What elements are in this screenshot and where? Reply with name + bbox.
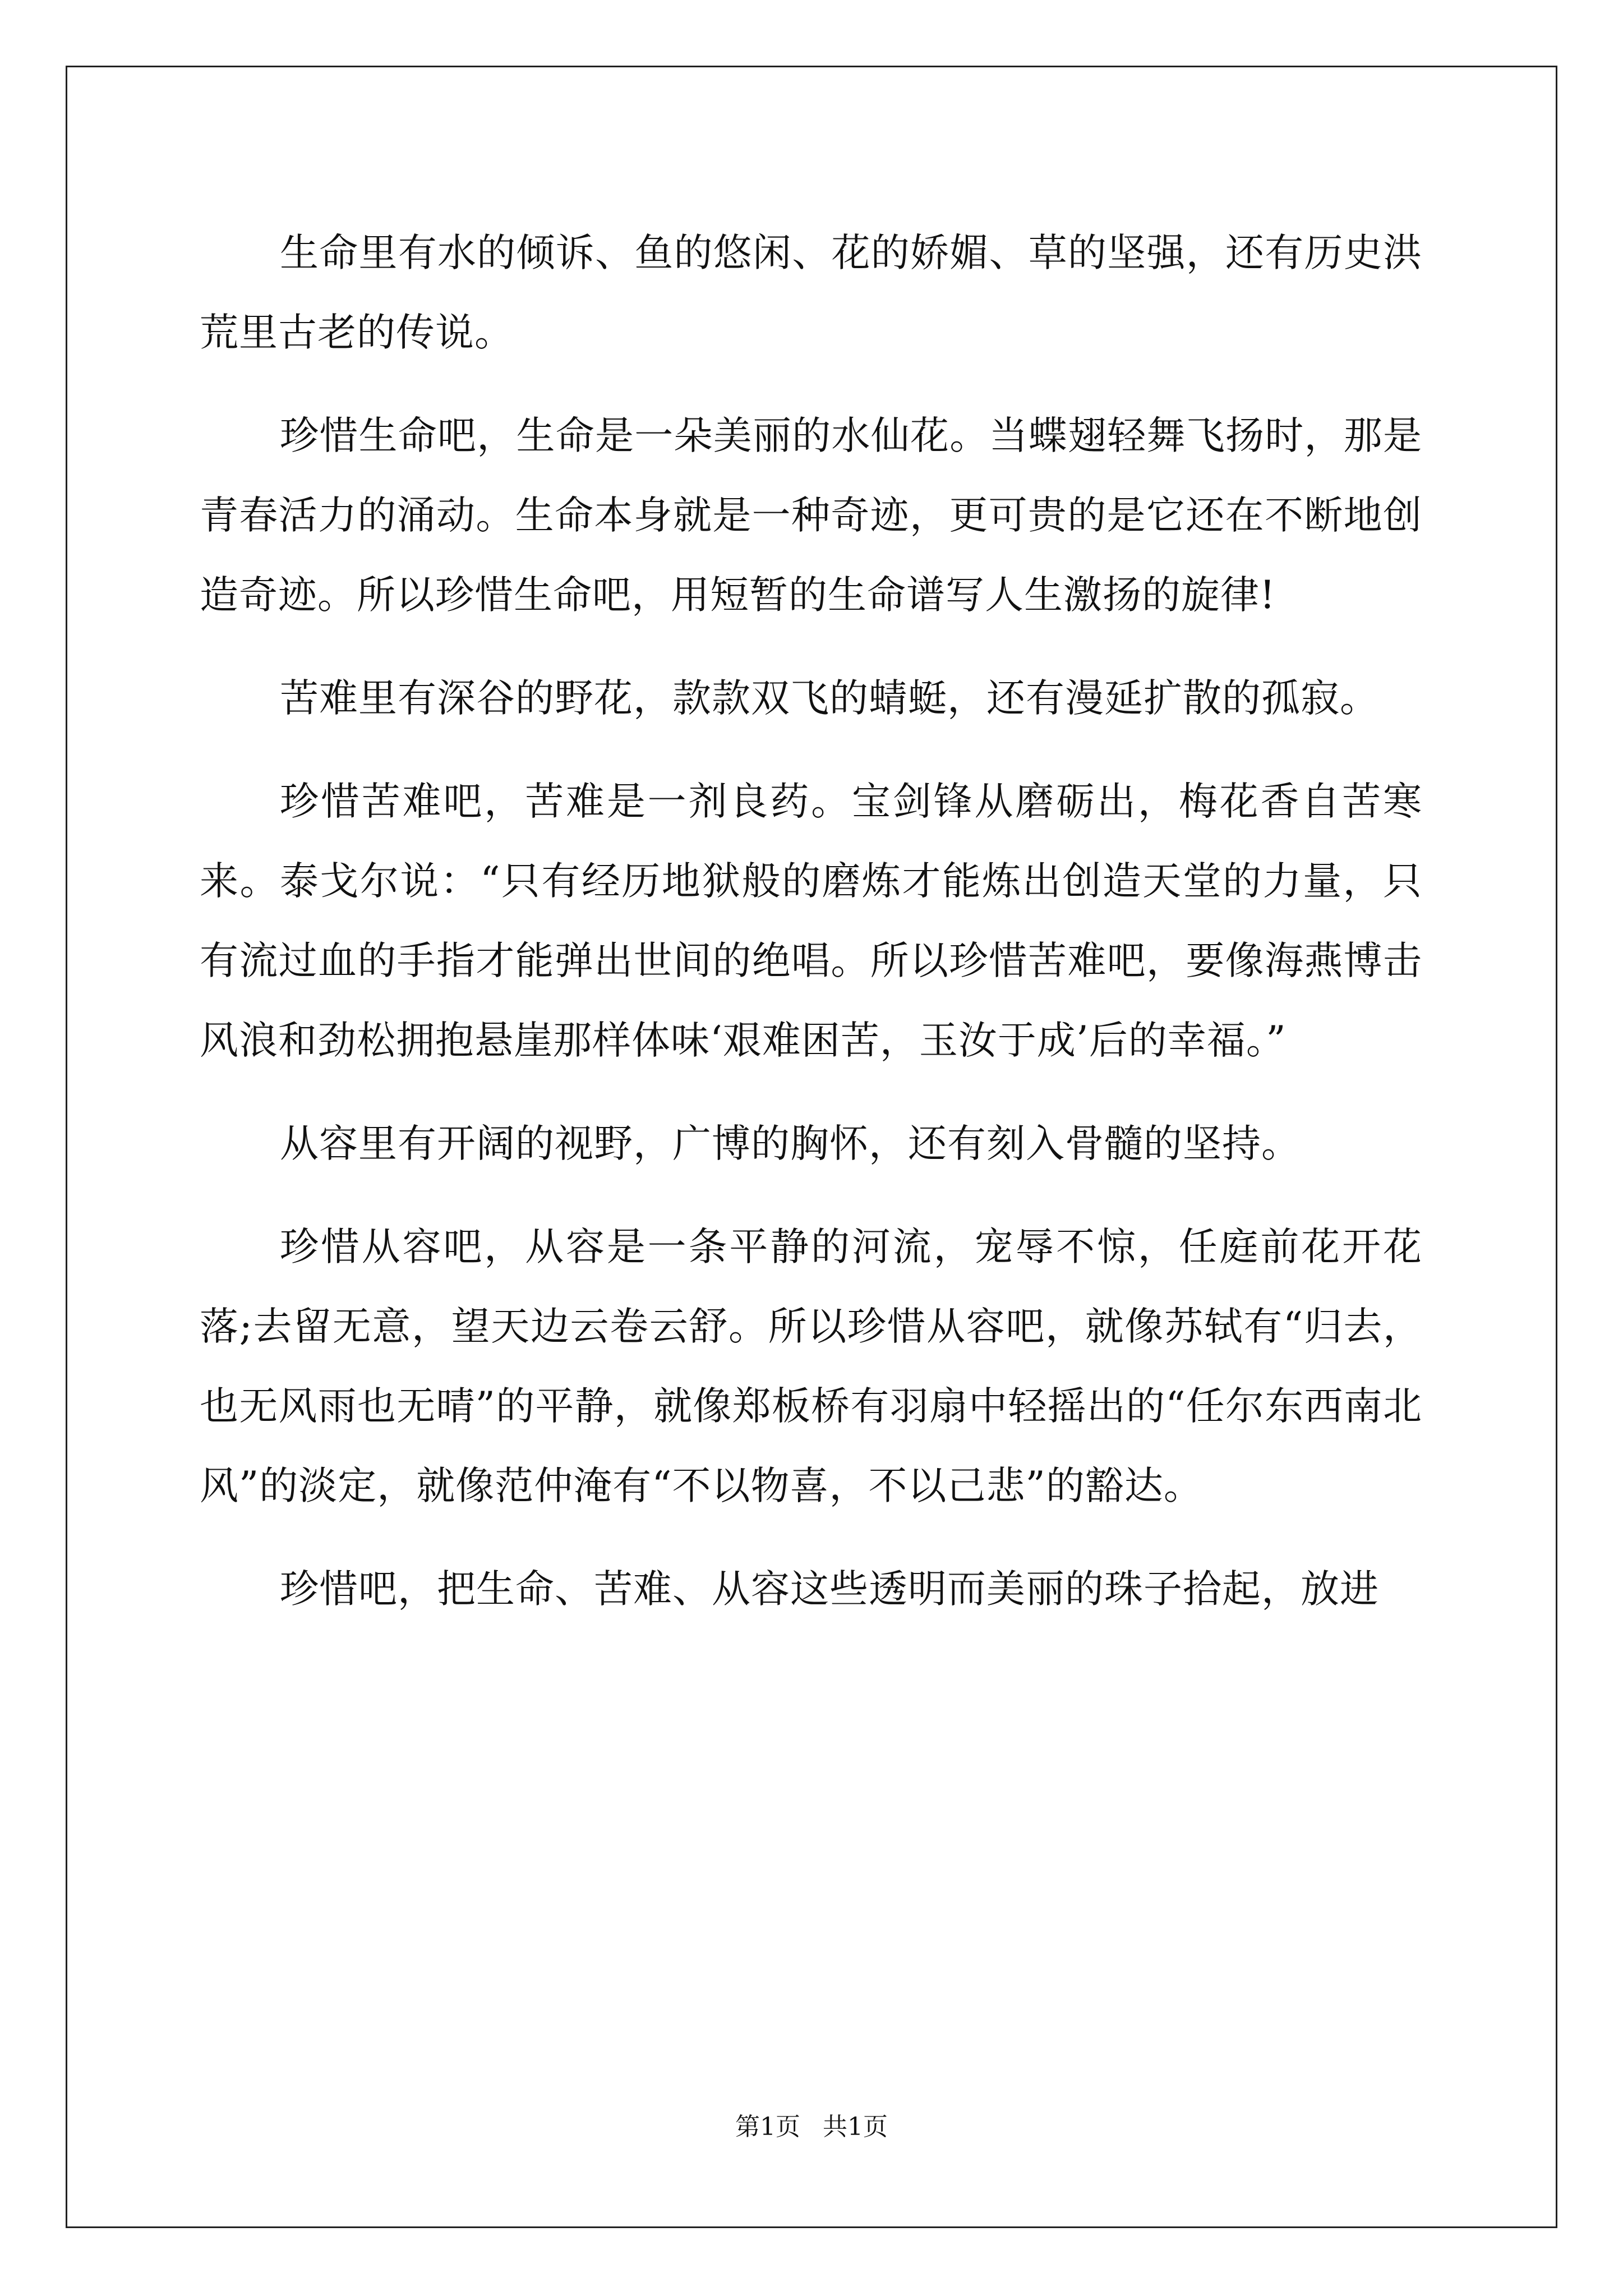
- paragraph-hardship-intro: 苦难里有深谷的野花，款款双飞的蜻蜓，还有漫延扩散的孤寂。: [280, 676, 1379, 721]
- paragraph-life-intro: 生命里有水的倾诉、鱼的悠闲、花的娇媚、草的坚强，还有历史洪荒里古老的传说。: [200, 231, 1422, 355]
- document-body: [200, 213, 1422, 1653]
- page-total: 共1页: [823, 2113, 888, 2141]
- page-footer: [0, 2110, 1623, 2144]
- paragraph-composure-intro: 从容里有开阔的视野，广博的胸怀，还有刻入骨髓的坚持。: [280, 1121, 1301, 1166]
- page-number: 第1页: [735, 2113, 800, 2141]
- paragraph-cherish-hardship: 珍惜苦难吧，苦难是一剂良药。宝剑锋从磨砺出，梅花香自苦寒来。泰戈尔说：“只有经历地狱般的磨炼才能炼出创造天堂的力量，只有流过血的手指才能弹出世间的绝唱。所以珍惜苦难吧，要像海燕博击风浪和劲松拥抱悬崖那样体味‘艰难困苦，玉汝于成’后的幸福。”: [200, 779, 1422, 1063]
- paragraph-conclusion: 珍惜吧，把生命、苦难、从容这些透明而美丽的珠子拾起，放进: [280, 1567, 1379, 1612]
- paragraph-cherish-composure: 珍惜从容吧，从容是一条平静的河流，宠辱不惊，任庭前花开花落;去留无意，望天边云卷云舒。所以珍惜从容吧，就像苏轼有“归去，也无风雨也无晴”的平静，就像郑板桥有羽扇中轻摇出的“任尔东西南北风”的淡定，就像范仲淹有“不以物喜，不以己悲”的豁达。: [200, 1225, 1422, 1508]
- paragraph-cherish-life: 珍惜生命吧，生命是一朵美丽的水仙花。当蝶翅轻舞飞扬时，那是青春活力的涌动。生命本身就是一种奇迹，更可贵的是它还在不断地创造奇迹。所以珍惜生命吧，用短暂的生命谱写人生激扬的旋律!: [200, 413, 1422, 618]
